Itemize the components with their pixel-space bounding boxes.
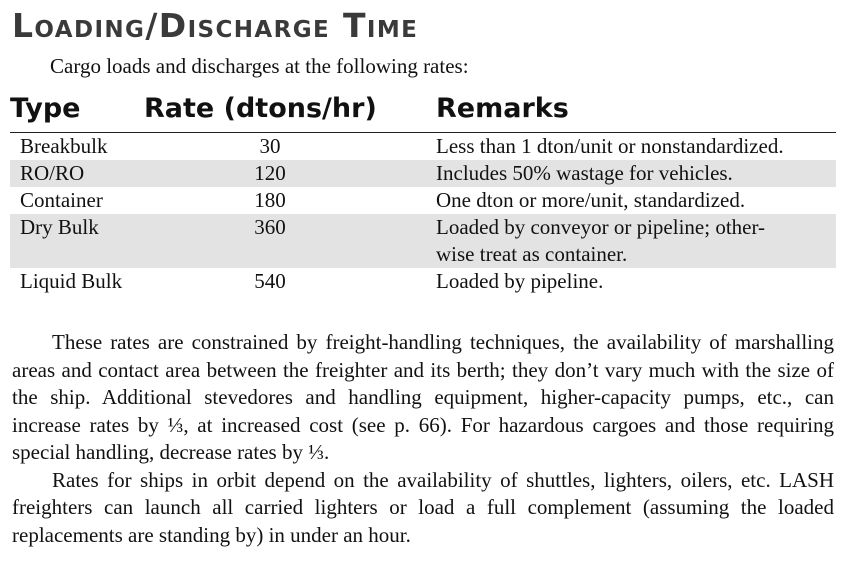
table-row <box>10 133 836 161</box>
row-type: Dry Bulk <box>10 214 140 268</box>
remarks-line: wise treat as container. <box>436 242 628 266</box>
row-type: RO/RO <box>10 160 140 187</box>
row-type: Liquid Bulk <box>20 269 123 293</box>
intro-text: Cargo loads and discharges at the following rates: <box>50 54 469 78</box>
row-remarks <box>400 214 836 268</box>
body-text <box>12 329 834 549</box>
row-rate: 180 <box>254 188 286 212</box>
page-title: Loading/Discharge Time <box>12 6 419 45</box>
header-remarks: Remarks <box>400 92 836 133</box>
row-remarks: One dton or more/unit, standardized. <box>436 188 746 212</box>
row-type: Breakbulk <box>20 134 108 158</box>
rates-table <box>10 92 836 295</box>
table-row <box>10 268 836 295</box>
table-row <box>10 160 836 187</box>
paragraph: These rates are constrained by freight-handling techniques, the availability of marshalling areas and contact area between the freighter and its berth; they don’t vary much with the size of the ship. Additional stevedores and handling equipment, higher-capacity pumps, etc., can increase rates by ⅓, at increased cost (see p. 66). For hazardous cargoes and those requiring special handling, decrease rates by ⅓. <box>12 330 834 464</box>
row-rate: 540 <box>254 269 286 293</box>
row-remarks: Less than 1 dton/unit or nonstandardized. <box>436 134 784 158</box>
remarks-line: Loaded by conveyor or pipeline; other- <box>436 215 766 239</box>
row-rate: 360 <box>140 214 400 268</box>
row-rate: 30 <box>259 134 281 158</box>
row-remarks: Includes 50% wastage for vehicles. <box>400 160 836 187</box>
table-row <box>10 214 836 268</box>
row-type: Container <box>20 188 103 212</box>
table-row <box>10 187 836 214</box>
table-header-row <box>10 92 836 133</box>
row-remarks: Loaded by pipeline. <box>436 269 604 293</box>
header-type: Type <box>10 92 140 133</box>
header-rate: Rate (dtons/hr) <box>140 92 400 133</box>
row-rate: 120 <box>140 160 400 187</box>
paragraph: Rates for ships in orbit depend on the availability of shuttles, lighters, oilers, etc. LASH freighters can launch all carried lighters or load a full complement (assuming the loaded replacements are standing by) in under an hour. <box>12 467 834 547</box>
